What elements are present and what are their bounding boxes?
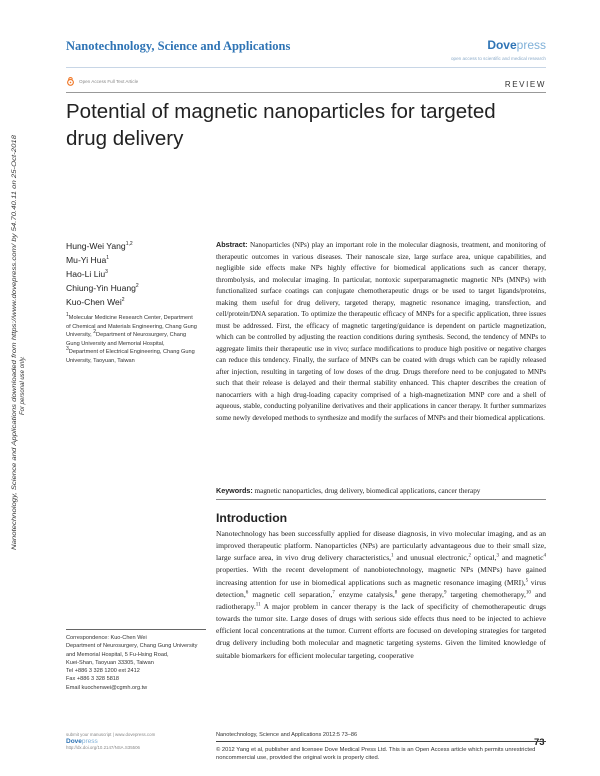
watermark-line1: Nanotechnology, Science and Applications downloaded from https://www.dovepress.com/ by 54.70.40.11 on 25-Oct-2018 (12, 228, 18, 550)
page-number: 73 (534, 737, 545, 748)
article-title: Potential of magnetic nanoparticles for targeted drug delivery (66, 100, 496, 150)
publisher-tagline: open access to scientific and medical research (451, 56, 546, 61)
publisher-logo: Dovepress (487, 38, 546, 52)
author: Chiung-Yin Huang$^2$ (66, 283, 139, 293)
abstract-text: Nanoparticles (NPs) play an important role in the molecular diagnosis, treatment, and monitoring of therapeutic outcomes in various diseases. Their nanoscale size, large surface area, unique capabilities, and negligible side effects make NPs highly effective for biomedical applications such as cancer therapy, thrombolysis, and molecular imaging. In particular, nontoxic superparamagnetic magnetic NPs (MNPs) with functionalized surface coatings can conjugate chemotherapeutic drugs or be used to target ligands/proteins, making them useful for drug delivery, targeted therapy, magnetic resonance imaging, transfection, and cell/protein/DNA separation. To optimize the therapeutic efficacy of MNPs for a specific application, three issues must be addressed. First, the efficacy of magnetic targeting/guidance is dependent on particle magnetization, which can be controlled by adjusting the reaction conditions during synthesis. Second, the tendency of MNPs to aggregate limits their therapeutic use in vivo; surface modifications to produce high positive or negative charges can reduce this tendency. Finally, the surface of MNPs can be coated with drugs which can be rapidly released after injection, resulting in targeting of low doses of the drug. Drugs therefore need to be conjugated to MNPs such that their release is delayed and their thermal stability enhanced. This chapter describes the creation of nanocarriers with a high drug-loading capacity comprised of a high-magnetization MNP core and a shell of aqueous, stable, conducting polyaniline derivatives and their applications in cancer therapy. It further summarizes some newly developed methods to synthesize and modify the surfaces of MNPs and their biomedical applications. (216, 241, 546, 422)
journal-title: Nanotechnology, Science and Applications (66, 39, 291, 53)
author: Mu-Yi Hua$^1$ (66, 255, 110, 265)
correspondence: Correspondence: Kuo-Chen Wei Department of Neurosurgery, Chang Gung University and Memorial Hospital, 5 Fu-Hsing Road, Kuei-Shan, Taoyuan 33305, Taiwan Tel +886 3 328 1200 ext 2412 Fax +886 3 328 5818 Email kuochenwei@cgmh.org.tw (66, 634, 206, 692)
footer-logo: Dovepress (66, 737, 98, 745)
download-watermark (4, 130, 34, 550)
affiliations: $^1$Molecular Medicine Research Center, Department of Chemical and Materials Engineering, Chang Gung University, $^2$Department of Neurosurgery, Chang Gung University and Memorial Hospital, $^3$Department of Electrical Engineering, Chang Gung University, Taoyuan, Taiwan (66, 312, 197, 364)
footer-divider (216, 741, 546, 742)
introduction-body: Nanotechnology has been successfully applied for disease diagnosis, in vivo molecular imaging, and as an improved therapeutic platform. Nanoparticles (NPs) are particularly advantageous due to their small size, large surface area, in vivo drug delivery characteristics,$^1$ and unusual electronic,$^2$ optical,$^3$ and magnetic$^4$ properties. With the recent development of nanobiotechnology, magnetic NPs (MNPs) have gained increasing attention for use in biomedical applications such as magnetic resonance imaging (MRI),$^5$ virus detection,$^6$ magnetic cell separation,$^7$ enzyme catalysis,$^8$ gene therapy,$^9$ targeting chemotherapy,$^{10}$ and radiotherapy.$^{11}$ A major problem in cancer therapy is the lack of specificity of chemotherapeutic drugs towards the tumor site. Large doses of drugs with serious side effects thus need to be injected to achieve efficient local concentrations at the tumor. Current efforts are focused on developing strategies for targeted drug delivery including both molecular and magnetic targeting systems. Given the limited knowledge of suitable biomarkers for efficient molecular targeting, cooperative (216, 529, 546, 660)
section-heading: Introduction (216, 511, 288, 525)
footer-license: © 2012 Yang et al, publisher and licensee Dove Medical Press Ltd. This is an Open Access article which permits unrestricted noncommercial use, provided the original work is properly cited. (216, 747, 536, 761)
author: Hao-Li Liu$^3$ (66, 269, 108, 279)
footer-submit (66, 732, 196, 752)
doi-link[interactable]: http://dx.doi.org/10.2147/NSA.S35506 (66, 745, 140, 750)
open-access-lock-icon (66, 77, 75, 86)
abstract-divider (216, 499, 546, 500)
abstract (216, 239, 546, 424)
author-list (66, 239, 139, 309)
abstract-label: Abstract: (216, 240, 248, 249)
footer-citation: Nanotechnology, Science and Applications 2012:5 73–86 (216, 732, 358, 738)
submit-link[interactable]: submit your manuscript | www.dovepress.com (66, 732, 156, 737)
author: Kuo-Chen Wei$^2$ (66, 297, 125, 307)
watermark-line2: For personal use only. (20, 356, 26, 415)
open-access-label: Open Access Full Text Article (66, 77, 138, 86)
keywords: Keywords: magnetic nanoparticles, drug delivery, biomedical applications, cancer therapy (216, 486, 481, 495)
section-divider (66, 92, 546, 93)
correspondence-divider (66, 629, 206, 630)
section-label: REVIEW (504, 80, 546, 89)
email-link[interactable]: Email kuochenwei@cgmh.org.tw (66, 684, 148, 691)
author: Hung-Wei Yang$^{1,2}$ (66, 241, 133, 251)
header-divider (66, 67, 546, 68)
